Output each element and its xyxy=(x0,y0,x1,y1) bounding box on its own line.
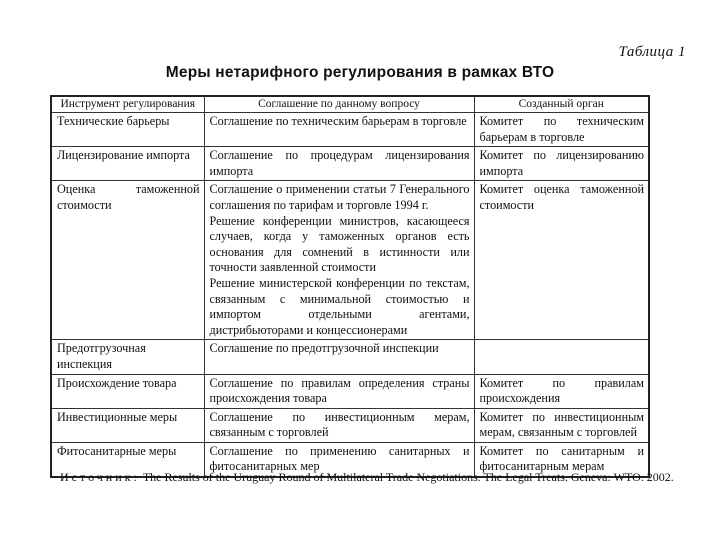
table-number-label: Таблица 1 xyxy=(618,44,686,60)
agreement-text: Решение министерской конференции по текстам, связанным с минимальной стоимостью и импортом отдельными агентами, дистрибьюторами и концессионерами xyxy=(209,275,470,337)
source-text: The Results of the Uruguay Round of Multilateral Trade Negotiations. The Legal Treats. Geneva: WTO. 2002. xyxy=(142,470,674,484)
agreement-text: Решение конференции министров, касающееся случаев, когда у таможенных органов есть основания для сомнений в истинности или точности заявленной стоимости xyxy=(209,213,470,275)
document-title: Меры нетарифного регулирования в рамках ВТО xyxy=(165,64,555,81)
cell-instrument: Инвестиционные меры xyxy=(51,408,204,442)
cell-body: Комитет по техническим барьерам в торговле xyxy=(474,113,649,147)
table-header-row xyxy=(51,96,649,113)
agreement-text: Соглашение по применению санитарных и фитосанитарных мер xyxy=(209,443,470,474)
agreement-text: Соглашение по техническим барьерам в торговле xyxy=(209,114,467,128)
cell-agreement xyxy=(204,408,474,442)
cell-body: Комитет по санитарным и фитосанитарным мерам xyxy=(474,442,649,477)
header-instrument: Инструмент регулирования xyxy=(51,96,204,113)
cell-instrument: Фитосанитарные меры xyxy=(51,442,204,477)
wto-measures-table xyxy=(50,95,650,478)
table-row xyxy=(51,374,649,408)
header-body: Созданный орган xyxy=(474,96,649,113)
table-row xyxy=(51,181,649,340)
table-row xyxy=(51,147,649,181)
cell-agreement xyxy=(204,147,474,181)
source-citation xyxy=(60,470,700,485)
cell-agreement xyxy=(204,113,474,147)
cell-instrument: Технические барьеры xyxy=(51,113,204,147)
table-row xyxy=(51,408,649,442)
table-row xyxy=(51,340,649,374)
cell-instrument: Оценка таможенной стоимости xyxy=(51,181,204,340)
table-row xyxy=(51,113,649,147)
agreement-text: Соглашение по инвестиционным мерам, связанным с торговлей xyxy=(209,409,470,440)
cell-agreement xyxy=(204,181,474,340)
cell-body xyxy=(474,340,649,374)
header-agreement: Соглашение по данному вопросу xyxy=(204,96,474,113)
cell-agreement xyxy=(204,340,474,374)
source-label: Источник: xyxy=(60,470,140,484)
cell-body: Комитет по лицензированию импорта xyxy=(474,147,649,181)
agreement-text: Соглашение по предотгрузочной инспекции xyxy=(209,341,439,356)
agreement-text: Соглашение по правилам определения страны происхождения товара xyxy=(209,375,470,406)
agreement-text: Соглашение о применении статьи 7 Генерального соглашения по тарифам и торговле 1994 г. xyxy=(209,182,470,212)
cell-body: Комитет оценка таможенной стоимости xyxy=(474,181,649,340)
cell-body: Комитет по правилам происхождения xyxy=(474,374,649,408)
cell-instrument: Предотгрузочная инспекция xyxy=(51,340,204,374)
cell-instrument: Происхождение товара xyxy=(51,374,204,408)
cell-body: Комитет по инвестиционным мерам, связанным с торговлей xyxy=(474,408,649,442)
agreement-text: Соглашение по процедурам лицензирования импорта xyxy=(209,148,470,178)
cell-instrument: Лицензирование импорта xyxy=(51,147,204,181)
cell-agreement xyxy=(204,374,474,408)
